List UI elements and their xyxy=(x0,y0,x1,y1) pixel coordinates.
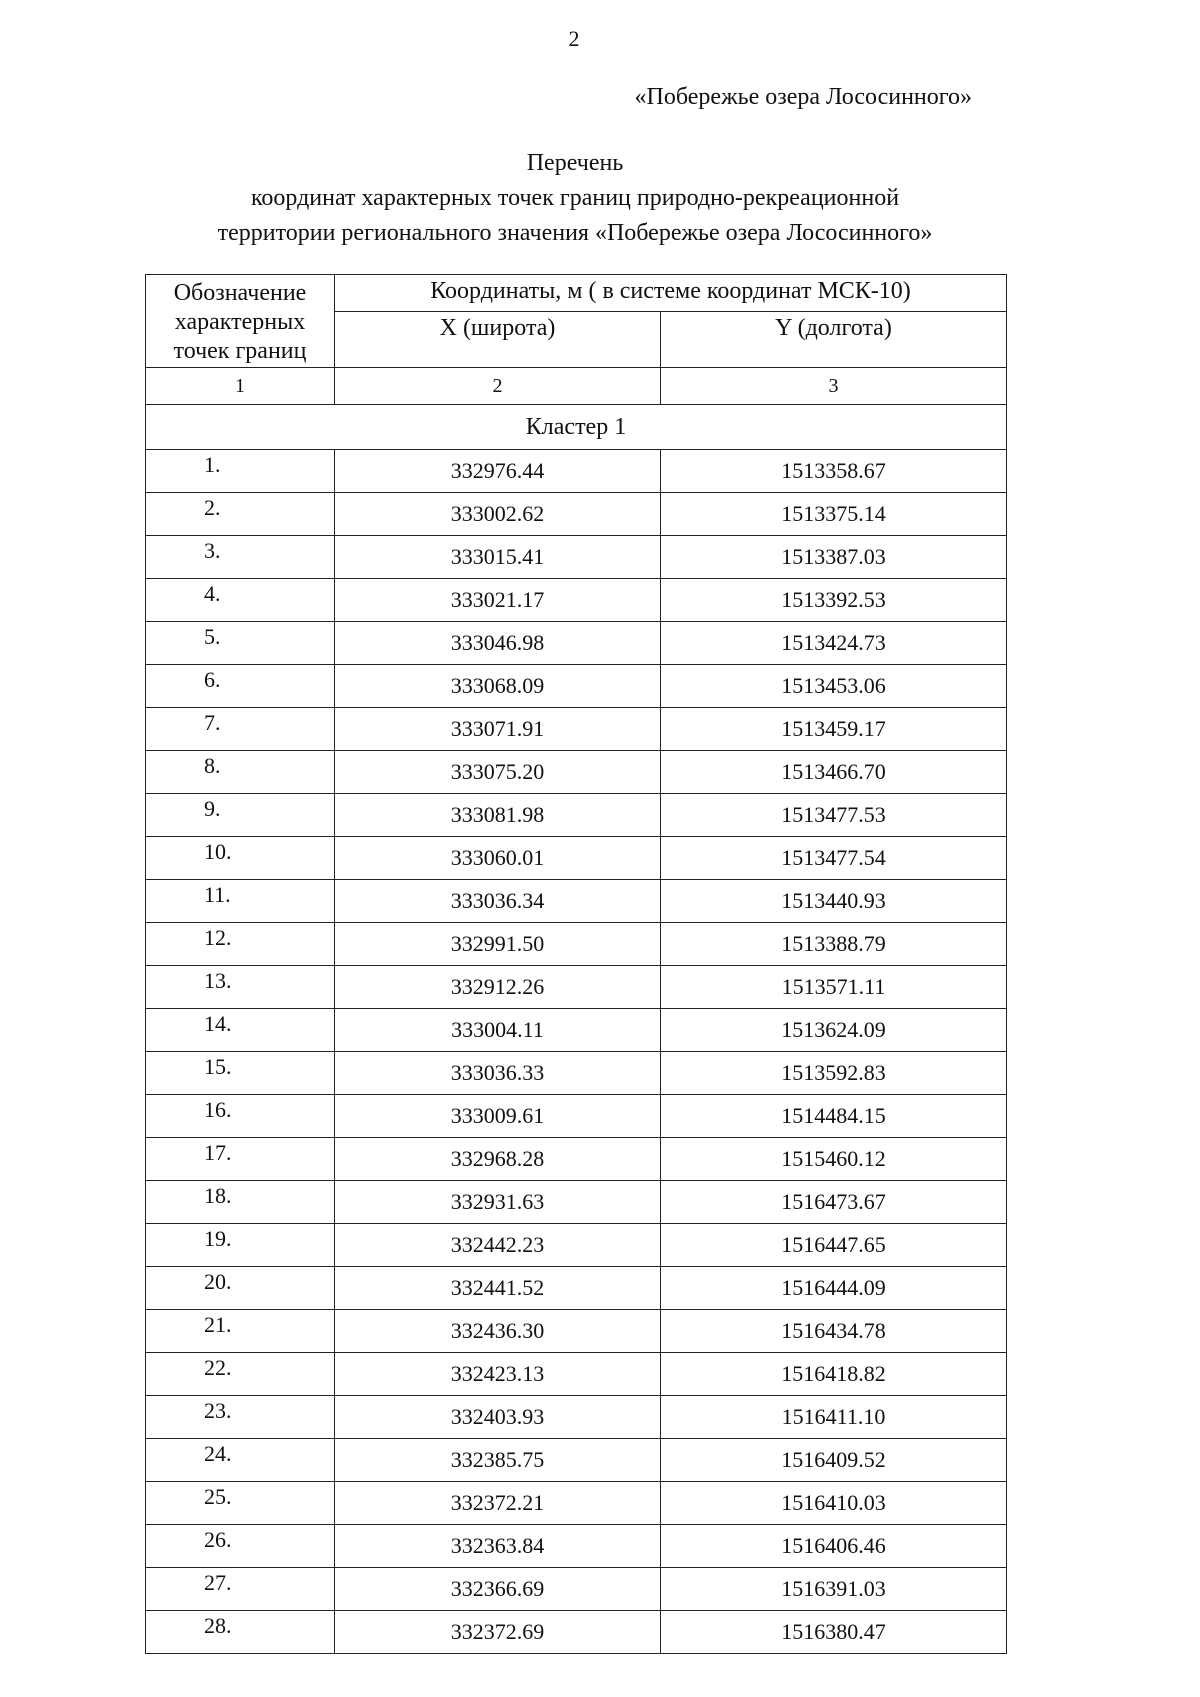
y-coordinate: 1513624.09 xyxy=(661,1009,1007,1052)
x-coordinate: 333046.98 xyxy=(335,622,661,665)
point-number: 8. xyxy=(146,751,335,794)
table-row xyxy=(146,880,1007,923)
point-number: 7. xyxy=(146,708,335,751)
point-number: 11. xyxy=(146,880,335,923)
point-number: 28. xyxy=(146,1611,335,1654)
point-number: 22. xyxy=(146,1353,335,1396)
y-coordinate: 1516447.65 xyxy=(661,1224,1007,1267)
y-coordinate: 1513477.53 xyxy=(661,794,1007,837)
x-coordinate: 333060.01 xyxy=(335,837,661,880)
point-number: 16. xyxy=(146,1095,335,1138)
y-coordinate: 1513424.73 xyxy=(661,622,1007,665)
point-number: 9. xyxy=(146,794,335,837)
table-row xyxy=(146,536,1007,579)
title-line: территории регионального значения «Побережье озера Лососинного» xyxy=(217,220,933,246)
y-coordinate: 1513375.14 xyxy=(661,493,1007,536)
table-row xyxy=(146,1181,1007,1224)
point-number: 24. xyxy=(146,1439,335,1482)
point-number: 3. xyxy=(146,536,335,579)
x-coordinate: 332976.44 xyxy=(335,450,661,493)
y-coordinate: 1516406.46 xyxy=(661,1525,1007,1568)
x-coordinate: 333071.91 xyxy=(335,708,661,751)
column-number: 1 xyxy=(146,368,335,405)
x-coordinate: 332423.13 xyxy=(335,1353,661,1396)
x-coordinate: 333021.17 xyxy=(335,579,661,622)
point-number: 25. xyxy=(146,1482,335,1525)
x-coordinate: 333036.34 xyxy=(335,880,661,923)
point-number: 26. xyxy=(146,1525,335,1568)
title-line: Перечень xyxy=(526,150,624,176)
table-row xyxy=(146,1439,1007,1482)
table-row xyxy=(146,923,1007,966)
column-number: 2 xyxy=(335,368,661,405)
y-coordinate: 1516391.03 xyxy=(661,1568,1007,1611)
y-coordinate: 1513477.54 xyxy=(661,837,1007,880)
point-number: 1. xyxy=(146,450,335,493)
x-coordinate: 332441.52 xyxy=(335,1267,661,1310)
x-coordinate: 332436.30 xyxy=(335,1310,661,1353)
point-number: 4. xyxy=(146,579,335,622)
y-coordinate: 1513453.06 xyxy=(661,665,1007,708)
point-number: 2. xyxy=(146,493,335,536)
y-coordinate: 1515460.12 xyxy=(661,1138,1007,1181)
y-header: Y (долгота) xyxy=(661,312,1007,368)
x-header: X (широта) xyxy=(335,312,661,368)
y-coordinate: 1516473.67 xyxy=(661,1181,1007,1224)
x-coordinate: 332912.26 xyxy=(335,966,661,1009)
x-coordinate: 332372.69 xyxy=(335,1611,661,1654)
y-coordinate: 1513466.70 xyxy=(661,751,1007,794)
x-coordinate: 332385.75 xyxy=(335,1439,661,1482)
y-coordinate: 1516444.09 xyxy=(661,1267,1007,1310)
table-row xyxy=(146,1009,1007,1052)
x-coordinate: 333075.20 xyxy=(335,751,661,794)
y-coordinate: 1513358.67 xyxy=(661,450,1007,493)
table-row xyxy=(146,1611,1007,1654)
point-number: 20. xyxy=(146,1267,335,1310)
table-row xyxy=(146,1267,1007,1310)
table-row xyxy=(146,1310,1007,1353)
x-coordinate: 332968.28 xyxy=(335,1138,661,1181)
y-coordinate: 1516434.78 xyxy=(661,1310,1007,1353)
y-coordinate: 1516411.10 xyxy=(661,1396,1007,1439)
y-coordinate: 1516410.03 xyxy=(661,1482,1007,1525)
point-number: 23. xyxy=(146,1396,335,1439)
table-row xyxy=(146,966,1007,1009)
y-coordinate: 1513440.93 xyxy=(661,880,1007,923)
coordinates-header: Координаты, м ( в системе координат МСК-10) xyxy=(335,275,1007,312)
table-row xyxy=(146,1052,1007,1095)
table-row xyxy=(146,1568,1007,1611)
table-row xyxy=(146,837,1007,880)
x-coordinate: 333002.62 xyxy=(335,493,661,536)
title-line: координат характерных точек границ природно-рекреационной xyxy=(250,185,900,211)
x-coordinate: 333081.98 xyxy=(335,794,661,837)
table-row xyxy=(146,493,1007,536)
table-row xyxy=(146,708,1007,751)
x-coordinate: 332403.93 xyxy=(335,1396,661,1439)
x-coordinate: 333015.41 xyxy=(335,536,661,579)
point-number: 10. xyxy=(146,837,335,880)
point-number: 17. xyxy=(146,1138,335,1181)
table-row xyxy=(146,1353,1007,1396)
y-coordinate: 1516380.47 xyxy=(661,1611,1007,1654)
y-coordinate: 1513571.11 xyxy=(661,966,1007,1009)
point-number: 13. xyxy=(146,966,335,1009)
y-coordinate: 1516418.82 xyxy=(661,1353,1007,1396)
table-row xyxy=(146,1138,1007,1181)
coordinates-table xyxy=(145,274,1007,1654)
page-number: 2 xyxy=(568,26,580,51)
y-coordinate: 1513387.03 xyxy=(661,536,1007,579)
point-number: 6. xyxy=(146,665,335,708)
table-row xyxy=(146,794,1007,837)
point-number: 27. xyxy=(146,1568,335,1611)
table-row xyxy=(146,579,1007,622)
point-number: 19. xyxy=(146,1224,335,1267)
point-designation-header: Обозначение характерных точек границ xyxy=(146,275,335,368)
y-coordinate: 1514484.15 xyxy=(661,1095,1007,1138)
point-number: 15. xyxy=(146,1052,335,1095)
document-subtitle: «Побережье озера Лососинного» xyxy=(634,84,972,110)
table-row xyxy=(146,665,1007,708)
y-coordinate: 1513388.79 xyxy=(661,923,1007,966)
table-row xyxy=(146,622,1007,665)
y-coordinate: 1516409.52 xyxy=(661,1439,1007,1482)
x-coordinate: 333036.33 xyxy=(335,1052,661,1095)
table-row xyxy=(146,1224,1007,1267)
x-coordinate: 332442.23 xyxy=(335,1224,661,1267)
point-number: 14. xyxy=(146,1009,335,1052)
x-coordinate: 333068.09 xyxy=(335,665,661,708)
y-coordinate: 1513459.17 xyxy=(661,708,1007,751)
table-row xyxy=(146,751,1007,794)
point-number: 5. xyxy=(146,622,335,665)
table-row xyxy=(146,450,1007,493)
table-row xyxy=(146,1482,1007,1525)
table-row xyxy=(146,1396,1007,1439)
table-row xyxy=(146,1525,1007,1568)
table-row xyxy=(146,1095,1007,1138)
x-coordinate: 333009.61 xyxy=(335,1095,661,1138)
x-coordinate: 332991.50 xyxy=(335,923,661,966)
x-coordinate: 332372.21 xyxy=(335,1482,661,1525)
x-coordinate: 332366.69 xyxy=(335,1568,661,1611)
point-number: 21. xyxy=(146,1310,335,1353)
point-number: 12. xyxy=(146,923,335,966)
document-title xyxy=(0,146,1150,251)
y-coordinate: 1513592.83 xyxy=(661,1052,1007,1095)
y-coordinate: 1513392.53 xyxy=(661,579,1007,622)
x-coordinate: 332363.84 xyxy=(335,1525,661,1568)
point-number: 18. xyxy=(146,1181,335,1224)
column-number: 3 xyxy=(661,368,1007,405)
x-coordinate: 332931.63 xyxy=(335,1181,661,1224)
cluster-label: Кластер 1 xyxy=(146,405,1007,450)
x-coordinate: 333004.11 xyxy=(335,1009,661,1052)
